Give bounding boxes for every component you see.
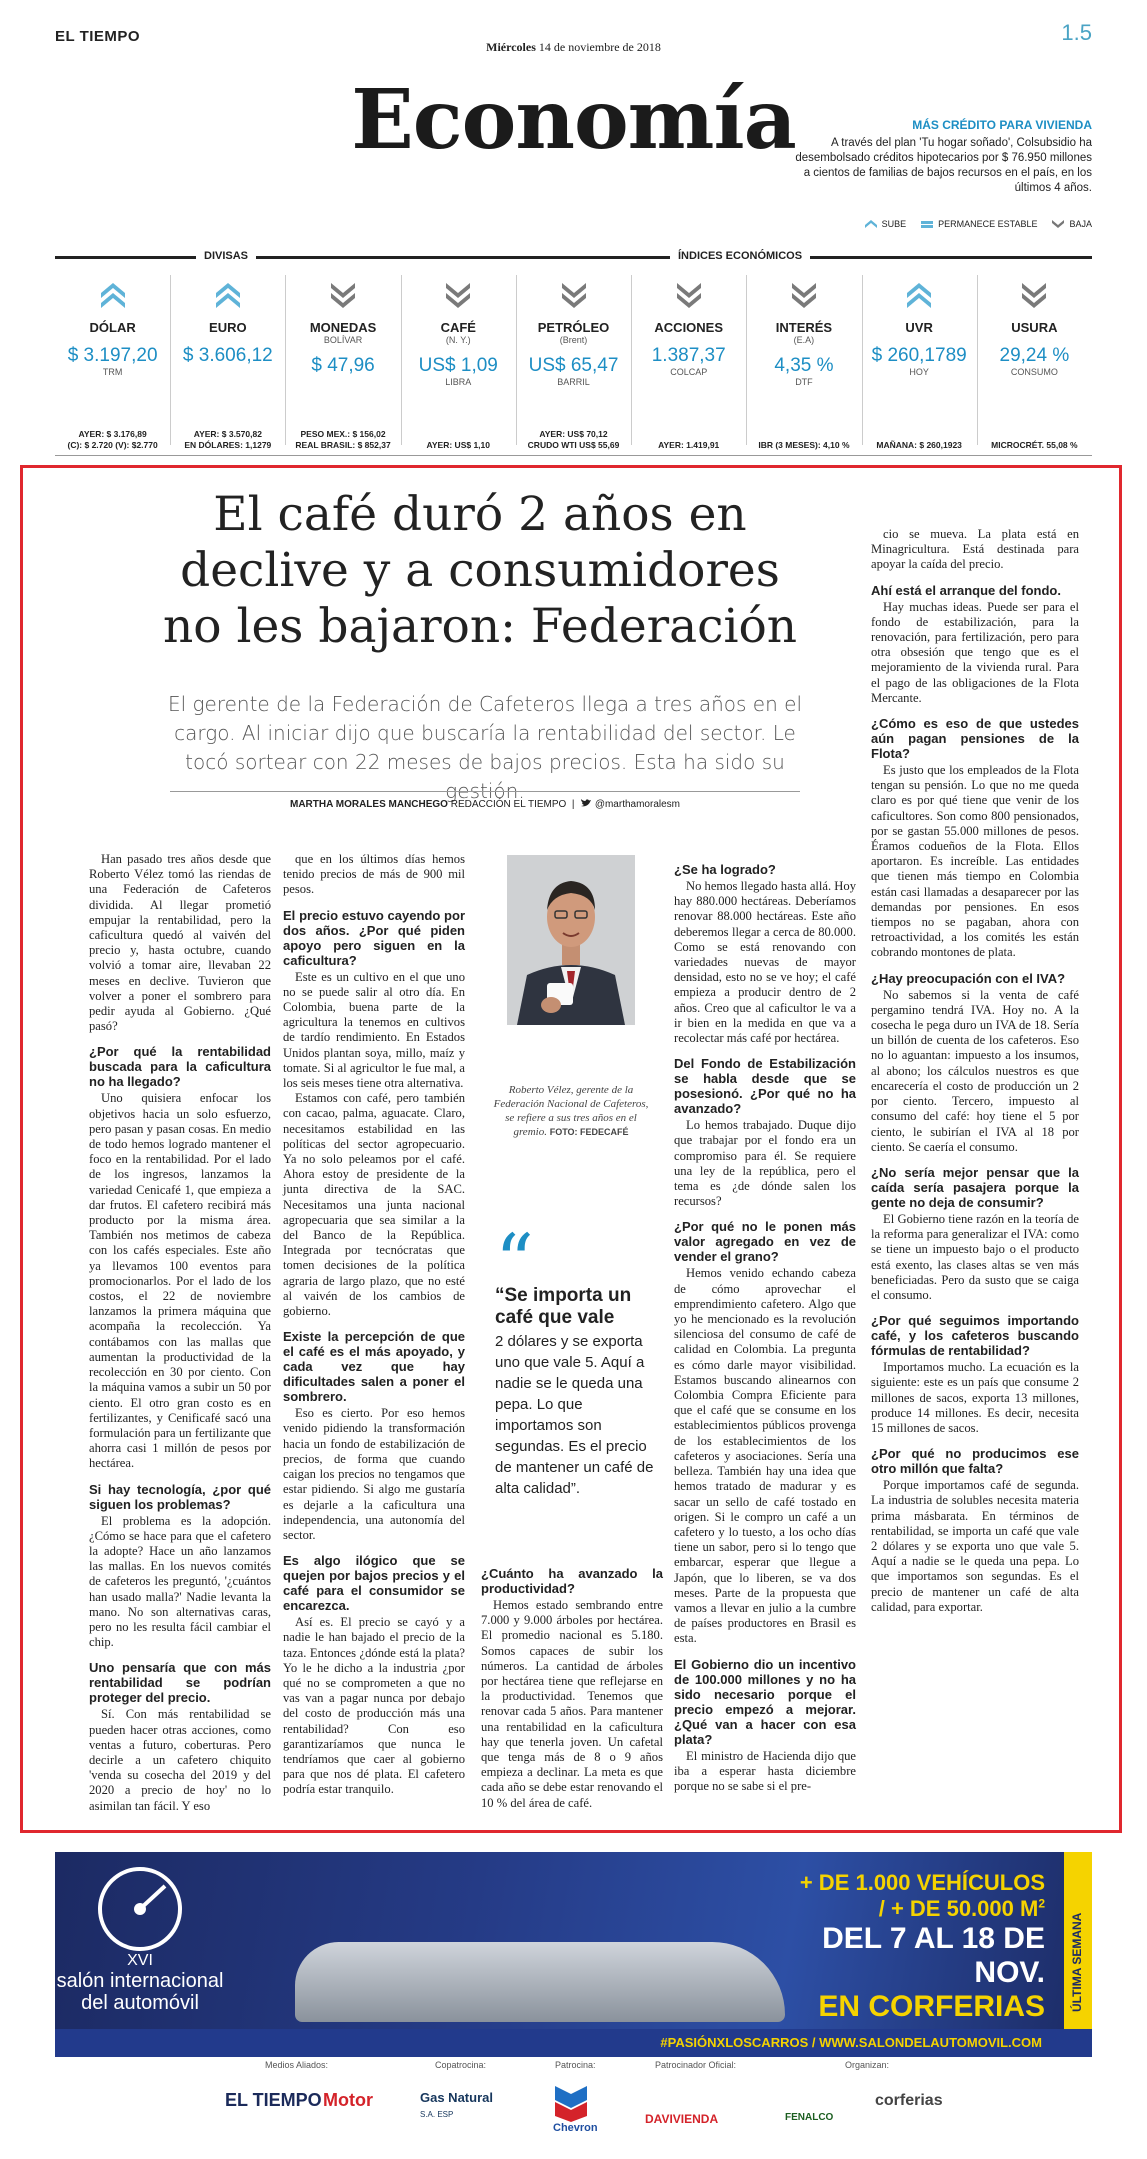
trend-down-icon	[560, 279, 588, 311]
patrocina-label: Patrocina:	[555, 2060, 596, 2070]
trend-down-icon	[444, 279, 472, 311]
legend-up-label: SUBE	[881, 219, 907, 229]
indicator-name: PETRÓLEO	[537, 320, 610, 335]
caption-text: Roberto Vélez, gerente de la Federación Nacional de Cafeteros, se refiere a sus tres años en el gremio.	[493, 1084, 649, 1138]
question-heading: ¿Cuánto ha avanzado la productividad?	[481, 1566, 663, 1596]
indicator-value: US$ 65,47	[528, 355, 619, 376]
indicator-value: 1.387,37	[651, 345, 726, 366]
gasnatural-logo	[420, 2090, 493, 2120]
ad-line-2	[795, 1896, 1045, 1922]
trend-legend	[864, 218, 1092, 230]
indicator-unit: HOY	[909, 367, 929, 377]
ad-copy	[795, 1870, 1045, 2024]
paragraph: Sí. Con más rentabilidad se pueden hacer otras acciones, como ventas a futuro, coberturas. Pero decirle a un cafetero chiquito 'venda su cosecha del 2019 y del 2020 a precio de hoy' no lo asimilan tan fácil. Y eso	[89, 1707, 271, 1813]
question-heading: Es algo ilógico que se quejen por bajos precios y el café para el consumidor se encarezca.	[283, 1553, 465, 1614]
speedometer-icon	[95, 1864, 185, 1954]
question-heading: Del Fondo de Estabilización se habla desde que se posesionó. ¿Por qué no ha avanzado?	[674, 1056, 856, 1117]
question-heading: ¿Por qué la rentabilidad buscada para la caficultura no ha llegado?	[89, 1044, 271, 1090]
indicator-separator	[516, 275, 517, 445]
question-heading: Si hay tecnología, ¿por qué siguen los problemas?	[89, 1481, 271, 1512]
indicator-separator	[170, 275, 171, 445]
paragraph: Uno quisiera enfocar los objetivos hacia un solo esfuerzo, pero pasan y pasan cosas. En medio de todo hemos logrado mantener el foco en la rentabilidad. Por el lado de los ingresos, lanzamos la variedad Cenicafé 1, que empieza a dar frutos. El cafetero recibirá más producto por la misma área. También nos metimos de cabeza con los cafés especiales. Este año ya llevamos 100 eventos para promocionarlos. Por el lado de los costos, el 22 de noviembre lanzamos la primera máquina que acompaña la recolección. Ya contábamos con las mallas que aumentan la productividad de la recolección en 30 por ciento. Con la máquina vamos a subir un 50 por ciento. El otro gran costo es en fertilizantes, y Cenificafé sacó una formulación para un fertilizante que ahorra casi 1 millón de pesos por hectárea.	[89, 1091, 271, 1471]
indicator-name: INTERÉS	[775, 320, 833, 335]
indicator-0	[55, 275, 170, 451]
gasnatural-sub: S.A. ESP	[420, 2110, 454, 2119]
question-heading: Uno pensaría que con más rentabilidad se podrían proteger del precio.	[89, 1660, 271, 1706]
ad-hashtag[interactable]: #PASIÓNXLOSCARROS / WWW.SALONDELAUTOMOVIL.COM	[660, 2035, 1042, 2050]
davivienda-logo: DAVIVIENDA	[645, 2112, 719, 2126]
indicator-previous	[746, 440, 861, 451]
legend-up	[864, 218, 907, 230]
indicator-prev-1: PESO MEX.: $ 156,02	[300, 429, 386, 439]
indices-label: ÍNDICES ECONÓMICOS	[670, 250, 810, 262]
ad-line-1: + DE 1.000 VEHÍCULOS	[799, 1870, 1045, 1895]
legend-stable	[920, 218, 1037, 230]
newspaper-brand: EL TIEMPO	[55, 28, 141, 45]
indicator-prev-2: REAL BRASIL: $ 852,37	[295, 440, 391, 450]
photo-caption	[490, 1083, 652, 1139]
question-heading: ¿Hay preocupación con el IVA?	[871, 970, 1066, 986]
article-deck: El gerente de la Federación de Cafeteros llega a tres años en el cargo. Al iniciar dijo que buscaría la rentabilidad del sector. Le tocó sortear con 22 meses de bajos precios. Esta ha sido su gestión.	[167, 692, 803, 803]
ad-bottom-band	[55, 2029, 1092, 2057]
paragraph: Porque importamos café de segunda. La industria de solubles necesita materia prima másbarata. En términos de rentabilidad, se importa un café que vale 2 dólares y se exporta uno que vale 5. Aquí a nadie se le queda una pepa. Lo que importamos son segundas. Es el precio de mantener un café de alta calidad, para exportar.	[871, 1478, 1079, 1614]
indicator-name: DÓLAR	[89, 320, 136, 335]
pull-quote-text: 2 dólares y se exporta uno que vale 5. Aquí a nadie se le queda una pepa. Lo que importamos son segundas. Es el precio de mantener un café de alta calidad”.	[495, 1333, 654, 1497]
indicator-prev-2: EN DÓLARES: 1,1279	[184, 440, 272, 450]
indicator-unit: TRM	[102, 367, 123, 377]
indicator-previous	[631, 440, 746, 451]
sponsor-strip	[55, 2060, 1092, 2142]
indicator-value: US$ 1,09	[418, 355, 498, 376]
portrait-illustration	[507, 855, 635, 1025]
indicator-5	[631, 275, 746, 451]
chevron-icon	[553, 2082, 589, 2122]
indicator-previous	[516, 429, 631, 451]
indicator-sub: BOLÍVAR	[323, 335, 363, 345]
indicator-previous	[170, 429, 285, 451]
indicator-prev-1: IBR (3 MESES): 4,10 %	[758, 440, 850, 450]
photo-credit: FOTO: FEDECAFÉ	[549, 1127, 629, 1137]
article-column-2	[283, 852, 465, 1798]
indicator-name: USURA	[1011, 320, 1058, 335]
indicator-name: ACCIONES	[654, 320, 724, 335]
ad-edition: XVI	[127, 1952, 153, 1969]
paragraph: El ministro de Hacienda dijo que iba a esperar hasta diciembre porque no se sabe si el pre-	[674, 1748, 856, 1793]
question-heading: ¿No sería mejor pensar que la caída sería pasajera porque la gente no deja de consumir?	[871, 1164, 1079, 1210]
indicator-2	[286, 275, 401, 451]
indicator-previous	[401, 440, 516, 451]
question-heading: El precio estuvo cayendo por dos años. ¿Por qué piden apoyo pero siguen en la caficultura?	[283, 907, 465, 968]
indicator-prev-2: CRUDO WTI US$ 55,69	[527, 440, 620, 450]
pull-quote	[495, 1285, 660, 1499]
indicator-separator	[631, 275, 632, 445]
question-heading: ¿Por qué seguimos importando café, y los cafeteros buscando fórmulas de rentabilidad?	[871, 1313, 1079, 1359]
indicator-unit: CONSUMO	[1010, 367, 1058, 377]
author-name: MARTHA MORALES MANCHEGO	[290, 799, 448, 810]
promo-box	[792, 118, 1092, 196]
economic-indicators	[55, 250, 1092, 456]
indicator-3	[401, 275, 516, 451]
indicator-sub: (N. Y.)	[445, 335, 471, 345]
indicator-unit: COLCAP	[670, 367, 708, 377]
ad-line-3: DEL 7 AL 18 DE NOV.	[822, 1922, 1045, 1989]
paragraph: No sabemos si la venta de café pergamino tendrá IVA. Hoy no. A la cosecha le pega duro un IVA de 18. Sería un billón de cuenta de los cafeteros. Eso no lo aguantan: impuesto a los insumos, al abono; los cálculos nuestros es que encarecería el costo de producción un 2 por ciento. Tercero, impuesto al consumo del café: hoy tiene el 5 por ciento, le subirían el IVA al 18 por ciento. Se caería el consumo.	[871, 987, 1079, 1154]
date-day: Miércoles	[486, 40, 536, 54]
paragraph: Hemos estado sembrando entre 7.000 y 9.000 árboles por hectárea. El promedio nacional es 5.180. Somos capaces de subir los números. La cantidad de árboles por hectárea tiene que reflejarse en la productividad. Tenemos que renovar cada 5 años. Para mantener una rentabilidad en la caficultura hay que tenerla joven. Un cafetal que tenga más de 8 o 9 años empieza a declinar. La meta es que cada año se debe estar renovando el 10 % del área de café.	[481, 1598, 663, 1810]
indicator-separator	[285, 275, 286, 445]
trend-down-icon	[790, 279, 818, 311]
org-label: Organizan:	[845, 2060, 890, 2070]
ad-line-2-text: / + DE 50.000 M	[878, 1896, 1039, 1921]
indicator-previous	[286, 429, 401, 451]
ad-title-line2: del automóvil	[81, 1992, 199, 2014]
divisas-label: DIVISAS	[196, 250, 256, 262]
indicator-1	[170, 275, 285, 451]
indicator-8	[977, 275, 1092, 451]
trend-up-icon	[99, 279, 127, 311]
indicator-value: $ 3.197,20	[67, 345, 158, 366]
question-heading: Existe la percepción de que el café es el más apoyado, y cada vez que hay dificultades salen a poner el sombrero.	[283, 1329, 465, 1405]
indicator-6	[746, 275, 861, 451]
indicator-separator	[977, 275, 978, 445]
indicator-sub: (Brent)	[559, 335, 588, 345]
auto-show-ad[interactable]	[55, 1852, 1092, 2057]
indicator-previous	[55, 429, 170, 451]
indicator-prev-1: AYER: US$ 1,10	[426, 440, 490, 450]
question-heading: ¿Se ha logrado?	[674, 862, 776, 877]
paragraph: No hemos llegado hasta allá. Hoy hay 880.000 hectáreas. Deberíamos renovar 88.000 hectáreas. Este año deberemos llegar a cerca de 80.000. Como se está renovando con variedades nuevas de mayor densidad, esto no se ve hoy; el café empieza a producir dentro de 2 años. Creo que al caficultor le va a ir bien en la medida en que va a recolectar más café por hectárea.	[674, 879, 856, 1046]
trend-down-icon	[1020, 279, 1048, 311]
date-rest: 14 de noviembre de 2018	[538, 40, 661, 54]
indicator-name: CAFÉ	[440, 320, 476, 335]
indicator-prev-1: AYER: $ 3.176,89	[78, 429, 147, 439]
gasnatural-name: Gas Natural	[420, 2090, 493, 2105]
twitter-icon	[580, 798, 592, 808]
legend-down	[1051, 218, 1092, 230]
section-title: Economía	[351, 72, 796, 168]
portrait-photo	[507, 855, 635, 1025]
paragraph: Es justo que los empleados de la Flota tengan su pensión. Lo que no me queda claro es por qué tiene que venir de los caficultores. Son como 800 pensionados, por se gastan 55.000 millones de pesos. Éramos codueños de la Flota. Ellos aportaron. Es increíble. Las entidades que tienen más tiempo en Colombia están casi llamadas a desaparecer por las demandas por pensiones. En esos tiempos no se pagaban, ahora con retroactividad, a los comités les están cobrando montones de plata.	[871, 763, 1079, 960]
arrow-down-icon	[1051, 218, 1065, 230]
eltiempo-logo: EL TIEMPO	[225, 2090, 322, 2110]
paragraph: El problema es la adopción. ¿Cómo se hace para que el cafetero la adopte? Hace un año lanzamos las mallas. En los nuevos comités de cafeteros les preguntó, '¿cuántos han usado malla?' Nadie levanta la mano. No son alternativas caras, pero no les resulta fácil cambiar el chip.	[89, 1513, 271, 1650]
quote-mark-icon: “	[495, 1217, 534, 1306]
trend-up-icon	[214, 279, 242, 311]
promo-text: A través del plan 'Tu hogar soñado', Colsubsidio ha desembolsado créditos hipotecarios por $ 76.950 millones a cientos de familias de bajos recursos en el país, en los últimos 4 años.	[795, 137, 1092, 194]
article-column-3	[481, 1556, 663, 1811]
indicator-4	[516, 275, 631, 451]
author-twitter[interactable]: @marthamoralesm	[594, 799, 680, 810]
chevron-logo	[553, 2082, 598, 2134]
indicator-separator	[401, 275, 402, 445]
issue-date	[0, 40, 1147, 55]
paragraph: cio se mueva. La plata está en Minagricultura. Está destinada para apoyar la caída del precio.	[871, 527, 1079, 572]
indicator-value: 4,35 %	[774, 355, 834, 376]
trend-up-icon	[905, 279, 933, 311]
indicator-unit: BARRIL	[557, 377, 590, 387]
indicator-prev-1: MAÑANA: $ 260,1923	[876, 440, 962, 450]
paragraph: El Gobierno tiene razón en la teoría de la reforma para generalizar el IVA: como se tiene un impuesto bajo o el producto está exento, las clases altas se ven más beneficiadas. Pero da susto que se caiga el consumo.	[871, 1211, 1079, 1302]
paragraph: Hemos venido echando cabeza de cómo aprovechar el emprendimiento cafetero. Algo que yo he mencionado es la revolución silenciosa del consumo de café de calidad en Colombia. La pregunta es cómo darle mayor visibilidad. Estamos buscando alinearnos con Colombia Compra Eficiente para que el café que se consume en los establecimientos públicos provenga de los establecimientos de los cafeteros y asociaciones. Sería una belleza. También hay una idea que hemos tratado de madurar y es sacar un sello de café tostado en origen. Si le compro un café a un cafetero y lo tuesto, a los ocho días tiene un sabor, pero si lo tengo que embarcar, esperar que llegue a Japón, que lo liberen, se va dos meses. Parte de la propuesta que vamos a llevar en julio a la cumbre de países productores en Brasil es esta.	[674, 1266, 856, 1646]
stable-icon	[920, 218, 934, 230]
indicator-unit: DTF	[795, 377, 813, 387]
car-illustration	[295, 1942, 785, 2022]
article-column-1	[89, 852, 271, 1814]
indicator-previous	[862, 440, 977, 451]
question-heading: ¿Por qué no producimos ese otro millón que falta?	[871, 1446, 1079, 1477]
trend-down-icon	[675, 279, 703, 311]
question-heading: ¿Por qué no le ponen más valor agregado en vez de vender el grano?	[674, 1219, 856, 1265]
page-number: 1.5	[1061, 20, 1092, 45]
author-desk: REDACCIÓN EL TIEMPO	[450, 799, 567, 810]
indicator-separator	[862, 275, 863, 445]
indicator-name: MONEDAS	[309, 320, 377, 335]
article-column-4	[674, 852, 856, 1794]
paragraph: Eso es cierto. Por eso hemos venido pidiendo la transformación hacia un fondo de estabilización de precios, de forma que cuando caigan los precios no tengamos que estar pidiendo. Si algo me gustaría es dejarle a la caficultura una independencia, una autonomía del sector.	[283, 1406, 465, 1542]
fenalco-logo: FENALCO	[785, 2112, 834, 2123]
legend-down-label: BAJA	[1069, 219, 1092, 229]
paragraph: Así es. El precio se cayó y a nadie le han bajado el precio de la taza. Entonces ¿dónde está la plata? Yo le he dicho a la industria ¿por qué no se comprometen a que no vas van a pagar nunca por debajo del costo de producción más una rentabilidad? Con eso garantizaríamos que nunca le tendríamos que caer al gobierno para que nos dé plata. El cafetero podría estar tranquilo.	[283, 1615, 465, 1797]
indicator-value: 29,24 %	[999, 345, 1070, 366]
paragraph: Hay muchas ideas. Puede ser para el fondo de estabilización, para la renovación, para fertilización, pero para otra obsesión que tengo que es el mejoramiento de la vivienda rural. Para el pago de las obligaciones de la Flota Mercante.	[871, 599, 1079, 705]
legend-stable-label: PERMANECE ESTABLE	[938, 219, 1038, 229]
paragraph: Importamos mucho. La ecuación es la siguiente: este es un país que consume 2 millones de sacos, exporta 13 millones, produce 14 millones. Es decir, necesita 15 millones de sacos.	[871, 1360, 1079, 1435]
allies-label: Medios Aliados:	[265, 2060, 329, 2070]
question-heading: ¿Cómo es eso de que ustedes aún pagan pensiones de la Flota?	[871, 716, 1079, 762]
article-column-5	[871, 527, 1079, 1615]
question-heading: Ahí está el arranque del fondo.	[871, 582, 1061, 598]
arrow-up-icon	[864, 218, 878, 230]
indicator-separator	[746, 275, 747, 445]
indicator-prev-1: AYER: US$ 70,12	[539, 429, 608, 439]
indicator-sub: (E.A)	[793, 335, 815, 345]
ad-side-band	[1064, 1852, 1092, 2029]
promo-heading: MÁS CRÉDITO PARA VIVIENDA	[912, 118, 1092, 132]
paragraph: Han pasado tres años desde que Roberto Vélez tomó las riendas de una Federación de Cafeteros dividida. Al llegar prometió empujar la rentabilidad, pero la caficultura quedó al vaivén del precio y, hasta octubre, cuando volvió a tomar aire, llevaban 22 meses en declive. Tuvieron que volver a poner el sombrero para pedir ayuda al Gobierno. ¿Qué pasó?	[89, 852, 271, 1034]
question-heading: El Gobierno dio un incentivo de 100.000 millones y no ha sido necesario porque el precio empezó a mejorar. ¿Qué van a hacer con esa plata?	[674, 1656, 856, 1747]
chevron-name: Chevron	[553, 2122, 598, 2134]
indicator-prev-1: AYER: 1.419,91	[658, 440, 720, 450]
paragraph: Estamos con café, pero también con cacao, palma, aguacate. Claro, necesitamos estabilidad en las políticas del sector agropecuario. Ya no solo peleamos por el café. Ahora estoy de presidente de la junta directiva de la SAC. Necesitamos una junta nacional agropecuaria que sea similar a la del Banco de la República. Integrada por tecnócratas que tomen decisiones de la política agraria de largo plazo, que no esté al vaivén de los cambios de gobierno.	[283, 1091, 465, 1319]
indicator-name: EURO	[209, 320, 247, 335]
ad-title-line1: salón internacional	[56, 1970, 224, 1992]
indicator-previous	[977, 440, 1092, 451]
ad-line-4: EN CORFERIAS	[818, 1990, 1045, 2023]
paragraph: que en los últimos días hemos tenido precios de más de 900 mil pesos.	[283, 852, 465, 897]
paragraph: Este es un cultivo en el que uno no se puede salir al otro día. En Colombia, buena parte de la agricultura la tenemos en cultivos de tardío rendimiento. En Estados Unidos plantan soya, millo, maíz y tomate. Si al agricultor le fue mal, a los seis meses tiene otra alternativa.	[283, 969, 465, 1091]
trend-down-icon	[329, 279, 357, 311]
byline: MARTHA MORALES MANCHEGO REDACCIÓN EL TIEMPO | @marthamoralesm	[170, 791, 800, 810]
indicator-prev-1: MICROCRÉT. 55,08 %	[991, 440, 1078, 450]
motor-logo: Motor	[323, 2090, 373, 2110]
oficial-label: Patrocinador Oficial:	[655, 2060, 737, 2070]
indicator-prev-1: AYER: $ 3.570,82	[193, 429, 262, 439]
indicator-value: $ 260,1789	[871, 345, 967, 366]
indicator-unit: LIBRA	[445, 377, 472, 387]
indicator-7	[862, 275, 977, 451]
article-headline: El café duró 2 años en declive y a consumidores no les bajaron: Federación	[162, 487, 798, 654]
ad-line-2-sup: 2	[1038, 1896, 1045, 1911]
ad-side-label: ÚLTIMA SEMANA	[1070, 1912, 1084, 2012]
indicator-prev-2: (C): $ 2.720 (V): $2.770	[67, 440, 158, 450]
copa-label: Copatrocina:	[435, 2060, 487, 2070]
indicator-value: $ 47,96	[311, 355, 375, 376]
indicator-name: UVR	[905, 320, 933, 335]
ad-title	[55, 1970, 225, 2014]
corferias-logo: corferias	[875, 2092, 943, 2109]
indicator-value: $ 3.606,12	[182, 345, 273, 366]
pull-quote-lead: “Se importa un café que vale	[495, 1285, 632, 1328]
paragraph: Lo hemos trabajado. Duque dijo que trabajar por el fondo era un compromiso para él. Se requiere una ley de la república, pero el tema es ¿de dónde salen los recursos?	[674, 1118, 856, 1209]
